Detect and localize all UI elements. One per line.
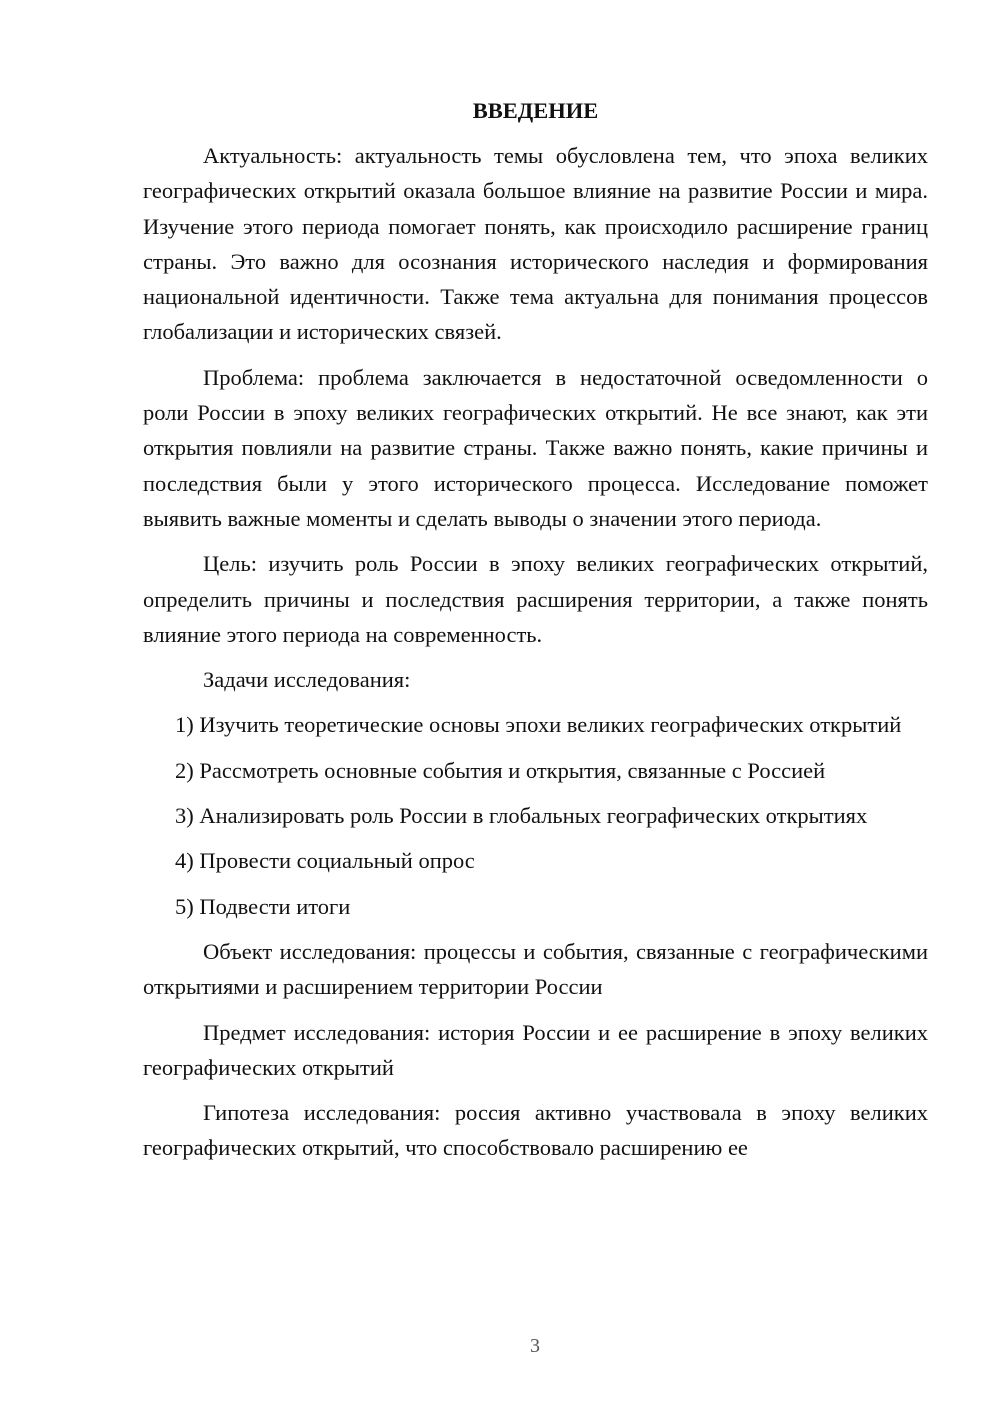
- tasks-title: Задачи исследования:: [203, 667, 411, 693]
- subject-paragraph: Предмет исследования: история России и ее расширение в эпоху великих географических открытий: [143, 1019, 928, 1080]
- relevance-paragraph: Актуальность: актуальность темы обусловлена тем, что эпоха великих географических открытий оказала большое влияние на развитие России и мира. Изучение этого периода помогает понять, как происходило расширение границ страны. Это важно для осознания исторического наследия и формирования национальной идентичности. Также тема актуальна для понимания процессов глобализации и исторических связей.: [143, 143, 928, 345]
- object-paragraph: Объект исследования: процессы и события, связанные с географическими открытиями и расширением территории России: [143, 938, 928, 1000]
- page-number: 3: [530, 1335, 540, 1357]
- goal-paragraph: Цель: изучить роль России в эпоху великих географических открытий, определить причины и последствия расширения территории, а также понять влияние этого периода на современность.: [143, 551, 928, 647]
- page-content: [143, 96, 928, 1166]
- task-item-5: 5) Подвести итоги: [175, 893, 351, 919]
- task-item-4: 4) Провести социальный опрос: [175, 848, 475, 874]
- task-item-2: 2) Рассмотреть основные события и открытия, связанные с Россией: [175, 757, 826, 783]
- task-item-3: 3) Анализировать роль России в глобальных географических открытиях: [175, 803, 868, 829]
- problem-paragraph: Проблема: проблема заключается в недостаточной осведомленности о роли России в эпоху великих географических открытий. Не все знают, как эти открытия повлияли на развитие страны. Также важно понять, какие причины и последствия были у этого исторического процесса. Исследование поможет выявить важные моменты и сделать выводы о значении этого периода.: [143, 364, 928, 531]
- task-item-1: 1) Изучить теоретические основы эпохи великих географических открытий: [175, 712, 902, 738]
- page-title: ВВЕДЕНИЕ: [472, 98, 599, 123]
- hypothesis-paragraph: Гипотеза исследования: россия активно участвовала в эпоху великих географических открытий, что способствовало расширению ее: [143, 1100, 928, 1161]
